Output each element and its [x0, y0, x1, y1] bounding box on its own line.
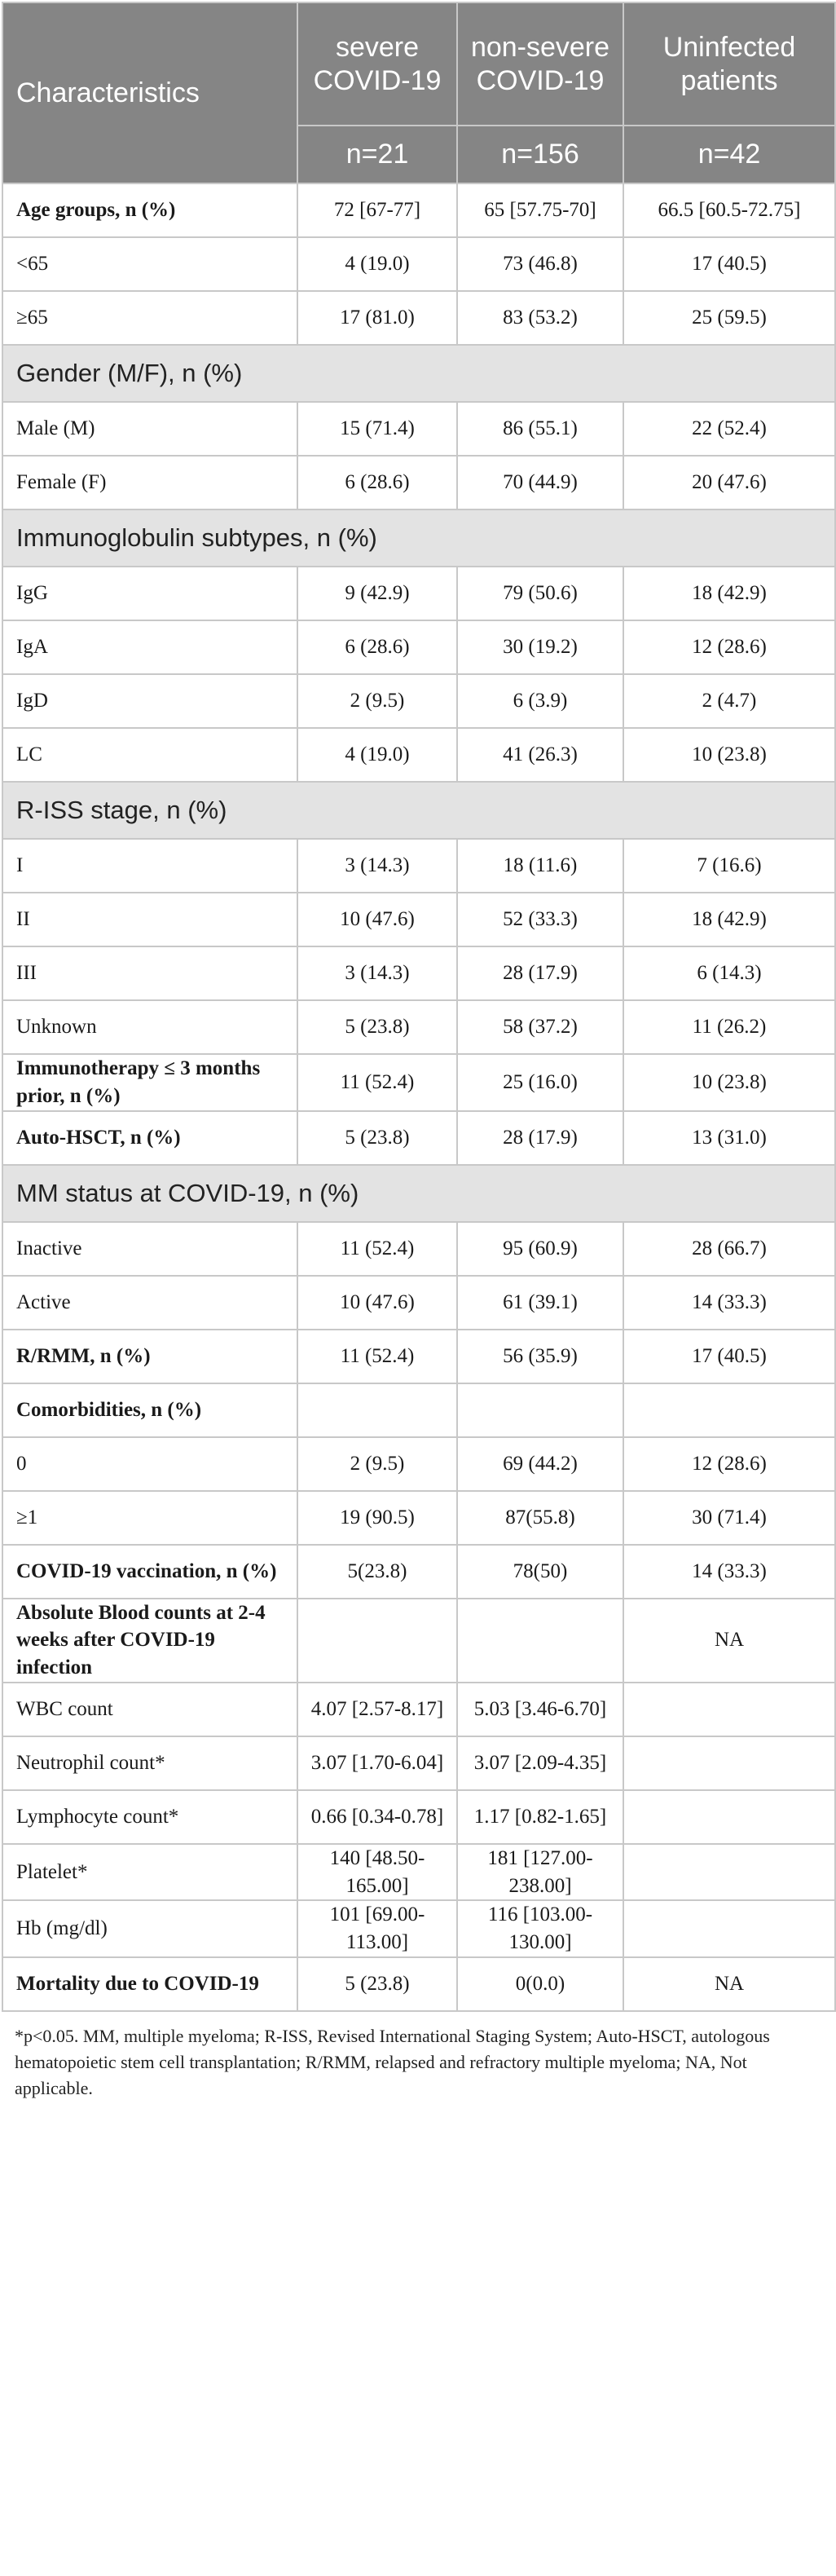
cell-uninfected [623, 1900, 835, 1957]
cell-uninfected: 25 (59.5) [623, 291, 835, 345]
cell-severe: 101 [69.00-113.00] [297, 1900, 457, 1957]
cell-uninfected: 11 (26.2) [623, 1000, 835, 1054]
table-row [2, 1383, 835, 1437]
row-label: I [2, 839, 297, 893]
cell-severe: 11 (52.4) [297, 1222, 457, 1276]
cell-uninfected: 7 (16.6) [623, 839, 835, 893]
row-label: IgA [2, 620, 297, 674]
table-row [2, 1222, 835, 1276]
table-row [2, 1790, 835, 1844]
row-label: Male (M) [2, 402, 297, 456]
cell-severe: 11 (52.4) [297, 1054, 457, 1111]
cell-uninfected: 28 (66.7) [623, 1222, 835, 1276]
row-label: IgG [2, 567, 297, 620]
cell-severe: 6 (28.6) [297, 620, 457, 674]
row-label: Auto-HSCT, n (%) [2, 1111, 297, 1165]
header-nonsevere: non-severe COVID-19 [457, 2, 623, 126]
cell-nonsevere: 70 (44.9) [457, 456, 623, 509]
table-row [2, 1900, 835, 1957]
cell-severe: 2 (9.5) [297, 674, 457, 728]
row-label: II [2, 893, 297, 946]
cell-severe: 0.66 [0.34-0.78] [297, 1790, 457, 1844]
cell-nonsevere: 5.03 [3.46-6.70] [457, 1683, 623, 1736]
row-label: 0 [2, 1437, 297, 1491]
cell-nonsevere: 18 (11.6) [457, 839, 623, 893]
table-row [2, 620, 835, 674]
table-row [2, 1437, 835, 1491]
row-label: IgD [2, 674, 297, 728]
header-n-nonsevere: n=156 [457, 126, 623, 183]
cell-uninfected: 18 (42.9) [623, 893, 835, 946]
table-footnote: *p<0.05. MM, multiple myeloma; R-ISS, Revised International Staging System; Auto-HSCT, autologous hematopoietic stem cell transplantation; R/RMM, relapsed and refractory multiple myeloma; NA, Not applicable. [15, 2025, 770, 2098]
header-n-severe: n=21 [297, 126, 457, 183]
row-label: COVID-19 vaccination, n (%) [2, 1545, 297, 1599]
cell-severe: 3 (14.3) [297, 946, 457, 1000]
cell-severe: 5 (23.8) [297, 1000, 457, 1054]
row-label: Unknown [2, 1000, 297, 1054]
row-label: Female (F) [2, 456, 297, 509]
cell-nonsevere: 0(0.0) [457, 1957, 623, 2011]
cell-uninfected: NA [623, 1599, 835, 1683]
table-row [2, 567, 835, 620]
section-label: MM status at COVID-19, n (%) [2, 1165, 835, 1222]
header-uninfected: Uninfected patients [623, 2, 835, 126]
cell-uninfected: 14 (33.3) [623, 1545, 835, 1599]
cell-nonsevere: 3.07 [2.09-4.35] [457, 1736, 623, 1790]
cell-nonsevere: 1.17 [0.82-1.65] [457, 1790, 623, 1844]
cell-nonsevere: 25 (16.0) [457, 1054, 623, 1111]
cell-nonsevere: 116 [103.00-130.00] [457, 1900, 623, 1957]
cell-uninfected: 12 (28.6) [623, 620, 835, 674]
cell-severe: 72 [67-77] [297, 183, 457, 237]
cell-nonsevere: 181 [127.00-238.00] [457, 1844, 623, 1901]
cell-severe: 11 (52.4) [297, 1330, 457, 1383]
cell-nonsevere: 58 (37.2) [457, 1000, 623, 1054]
cell-uninfected: 20 (47.6) [623, 456, 835, 509]
cell-severe: 5(23.8) [297, 1545, 457, 1599]
cell-uninfected: 10 (23.8) [623, 1054, 835, 1111]
cell-severe: 4 (19.0) [297, 728, 457, 782]
cell-uninfected [623, 1736, 835, 1790]
cell-uninfected: 12 (28.6) [623, 1437, 835, 1491]
cell-nonsevere: 83 (53.2) [457, 291, 623, 345]
table-row [2, 291, 835, 345]
cell-uninfected [623, 1844, 835, 1901]
row-label: WBC count [2, 1683, 297, 1736]
table-row [2, 1736, 835, 1790]
header-severe: severe COVID-19 [297, 2, 457, 126]
row-label: Mortality due to COVID-19 [2, 1957, 297, 2011]
row-label: Active [2, 1276, 297, 1330]
cell-nonsevere: 41 (26.3) [457, 728, 623, 782]
table-row [2, 728, 835, 782]
table-row [2, 183, 835, 237]
cell-uninfected [623, 1683, 835, 1736]
cell-nonsevere: 52 (33.3) [457, 893, 623, 946]
row-label: Immunotherapy ≤ 3 months prior, n (%) [2, 1054, 297, 1111]
section-label: R-ISS stage, n (%) [2, 782, 835, 839]
cell-severe: 140 [48.50-165.00] [297, 1844, 457, 1901]
cell-uninfected: 17 (40.5) [623, 1330, 835, 1383]
row-label: Neutrophil count* [2, 1736, 297, 1790]
table-row [2, 946, 835, 1000]
row-label: Comorbidities, n (%) [2, 1383, 297, 1437]
cell-uninfected: 14 (33.3) [623, 1276, 835, 1330]
row-label: ≥65 [2, 291, 297, 345]
row-label: Age groups, n (%) [2, 183, 297, 237]
table-row [2, 893, 835, 946]
table-row [2, 1599, 835, 1683]
cell-severe: 4.07 [2.57-8.17] [297, 1683, 457, 1736]
cell-nonsevere: 30 (19.2) [457, 620, 623, 674]
cell-nonsevere: 78(50) [457, 1545, 623, 1599]
table-row [2, 237, 835, 291]
cell-uninfected: 2 (4.7) [623, 674, 835, 728]
cell-severe: 9 (42.9) [297, 567, 457, 620]
table-row [2, 1000, 835, 1054]
cell-severe [297, 1383, 457, 1437]
row-label: III [2, 946, 297, 1000]
table-body [2, 183, 835, 2011]
cell-nonsevere: 56 (35.9) [457, 1330, 623, 1383]
cell-nonsevere [457, 1383, 623, 1437]
row-label: Lymphocyte count* [2, 1790, 297, 1844]
cell-severe: 3 (14.3) [297, 839, 457, 893]
header-n-uninfected: n=42 [623, 126, 835, 183]
cell-nonsevere [457, 1599, 623, 1683]
table-row [2, 1276, 835, 1330]
section-row [2, 1165, 835, 1222]
cell-severe: 19 (90.5) [297, 1491, 457, 1545]
cell-severe: 4 (19.0) [297, 237, 457, 291]
row-label: <65 [2, 237, 297, 291]
table-row [2, 1957, 835, 2011]
cell-nonsevere: 95 (60.9) [457, 1222, 623, 1276]
cell-uninfected: 30 (71.4) [623, 1491, 835, 1545]
table-row [2, 1545, 835, 1599]
cell-nonsevere: 86 (55.1) [457, 402, 623, 456]
row-label: R/RMM, n (%) [2, 1330, 297, 1383]
row-label: ≥1 [2, 1491, 297, 1545]
section-row [2, 345, 835, 402]
cell-severe [297, 1599, 457, 1683]
cell-nonsevere: 6 (3.9) [457, 674, 623, 728]
table-row [2, 839, 835, 893]
cell-nonsevere: 87(55.8) [457, 1491, 623, 1545]
cell-nonsevere: 61 (39.1) [457, 1276, 623, 1330]
section-label: Gender (M/F), n (%) [2, 345, 835, 402]
cell-severe: 15 (71.4) [297, 402, 457, 456]
cell-uninfected: 18 (42.9) [623, 567, 835, 620]
table-row [2, 402, 835, 456]
cell-nonsevere: 79 (50.6) [457, 567, 623, 620]
cell-nonsevere: 28 (17.9) [457, 946, 623, 1000]
cell-severe: 5 (23.8) [297, 1111, 457, 1165]
characteristics-table [2, 2, 836, 2012]
section-row [2, 782, 835, 839]
table-row [2, 1844, 835, 1901]
cell-uninfected: NA [623, 1957, 835, 2011]
cell-severe: 2 (9.5) [297, 1437, 457, 1491]
cell-nonsevere: 69 (44.2) [457, 1437, 623, 1491]
cell-uninfected [623, 1790, 835, 1844]
header-characteristics: Characteristics [2, 2, 297, 183]
table-row [2, 1491, 835, 1545]
cell-severe: 10 (47.6) [297, 1276, 457, 1330]
header-row [2, 2, 835, 126]
cell-nonsevere: 65 [57.75-70] [457, 183, 623, 237]
table-row [2, 1330, 835, 1383]
section-row [2, 509, 835, 567]
table-row [2, 1054, 835, 1111]
cell-uninfected: 6 (14.3) [623, 946, 835, 1000]
cell-severe: 10 (47.6) [297, 893, 457, 946]
cell-nonsevere: 73 (46.8) [457, 237, 623, 291]
cell-uninfected: 66.5 [60.5-72.75] [623, 183, 835, 237]
row-label: Inactive [2, 1222, 297, 1276]
table-row [2, 1111, 835, 1165]
cell-severe: 6 (28.6) [297, 456, 457, 509]
cell-uninfected: 13 (31.0) [623, 1111, 835, 1165]
cell-uninfected: 22 (52.4) [623, 402, 835, 456]
row-label: Hb (mg/dl) [2, 1900, 297, 1957]
row-label: Platelet* [2, 1844, 297, 1901]
row-label: Absolute Blood counts at 2-4 weeks after COVID-19 infection [2, 1599, 297, 1683]
cell-nonsevere: 28 (17.9) [457, 1111, 623, 1165]
cell-uninfected: 10 (23.8) [623, 728, 835, 782]
cell-uninfected: 17 (40.5) [623, 237, 835, 291]
section-label: Immunoglobulin subtypes, n (%) [2, 509, 835, 567]
cell-uninfected [623, 1383, 835, 1437]
cell-severe: 5 (23.8) [297, 1957, 457, 2011]
cell-severe: 17 (81.0) [297, 291, 457, 345]
cell-severe: 3.07 [1.70-6.04] [297, 1736, 457, 1790]
row-label: LC [2, 728, 297, 782]
table-row [2, 674, 835, 728]
table-row [2, 456, 835, 509]
table-row [2, 1683, 835, 1736]
